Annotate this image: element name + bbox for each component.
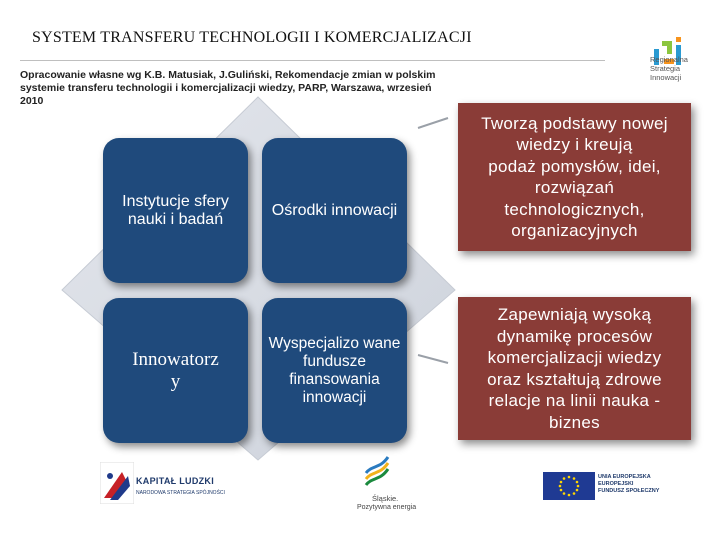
eu-line-2: EUROPEJSKI (598, 481, 634, 487)
callout-commercialization-line-2: dynamikę procesów (496, 326, 653, 346)
callout-commercialization-line-6: biznes (549, 412, 600, 432)
eu-flag-icon (543, 472, 595, 500)
callout-knowledge-line-1: Tworzą podstawy nowej (481, 113, 668, 133)
callout-commercialization-line-4: oraz kształtują zdrowe (487, 369, 662, 389)
eu-line-1: UNIA EUROPEJSKA (598, 474, 651, 480)
callout-commercialization-line-5: relacje na linii nauka - (488, 391, 661, 410)
brand-line-3: Innowacji (650, 73, 682, 82)
callout-knowledge-line-2: wiedzy i kreują (516, 135, 633, 154)
box-specialized-funds: Wyspecjalizo wane fundusze finansowania innowacji (262, 298, 407, 443)
box-research-institutions: Instytucje sfery nauki i badań (103, 138, 248, 283)
callout-commercialization-line-1: Zapewniają wysoką (497, 305, 652, 324)
callout-knowledge-line-5: technologicznych, (504, 199, 645, 219)
brand-line-2: Strategia (650, 64, 681, 73)
source-line-1: Opracowanie własne wg K.B. Matusiak, J.Guliński, Rekomendacje zmian w polskim (20, 69, 436, 81)
eu-line-3: FUNDUSZ SPOŁECZNY (598, 488, 660, 494)
callout-commercialization-line-3: komercjalizacji wiedzy (487, 348, 662, 367)
callout-knowledge (458, 103, 691, 251)
callout-knowledge-line-6: organizacyjnych (511, 221, 638, 240)
kapital-ludzki-subtitle: NARODOWA STRATEGIA SPÓJNOŚCI (136, 490, 225, 496)
callout-commercialization-text (487, 304, 662, 433)
box-innovation-centers: Ośrodki innowacji (262, 138, 407, 283)
callout-knowledge-text (481, 113, 668, 242)
callout-commercialization (458, 297, 691, 440)
kapital-ludzki-logo-icon (100, 462, 134, 504)
source-line-3: 2010 (20, 95, 44, 107)
eu-label (598, 474, 659, 495)
slaskie-title: Śląskie. (372, 494, 399, 503)
innovators-line-2: y (170, 370, 181, 392)
slaskie-logo-icon (362, 455, 392, 493)
slaskie-tagline: Pozytywna energia (357, 504, 417, 511)
callout-knowledge-line-4: rozwiązań (534, 178, 615, 197)
brand-line-1: Regionalna (650, 55, 688, 64)
source-line-2: systemie transferu technologii i komercjalizacji wiedzy, PARP, Warszawa, wrzesień (20, 82, 432, 94)
page-title: SYSTEM TRANSFERU TECHNOLOGII I KOMERCJALIZACJI (32, 29, 472, 46)
innovators-line-1: Innowatorz (132, 348, 219, 370)
callout-knowledge-line-3: podaż pomysłów, idei, (488, 156, 661, 176)
kapital-ludzki-title: KAPITAŁ LUDZKI (136, 476, 215, 486)
